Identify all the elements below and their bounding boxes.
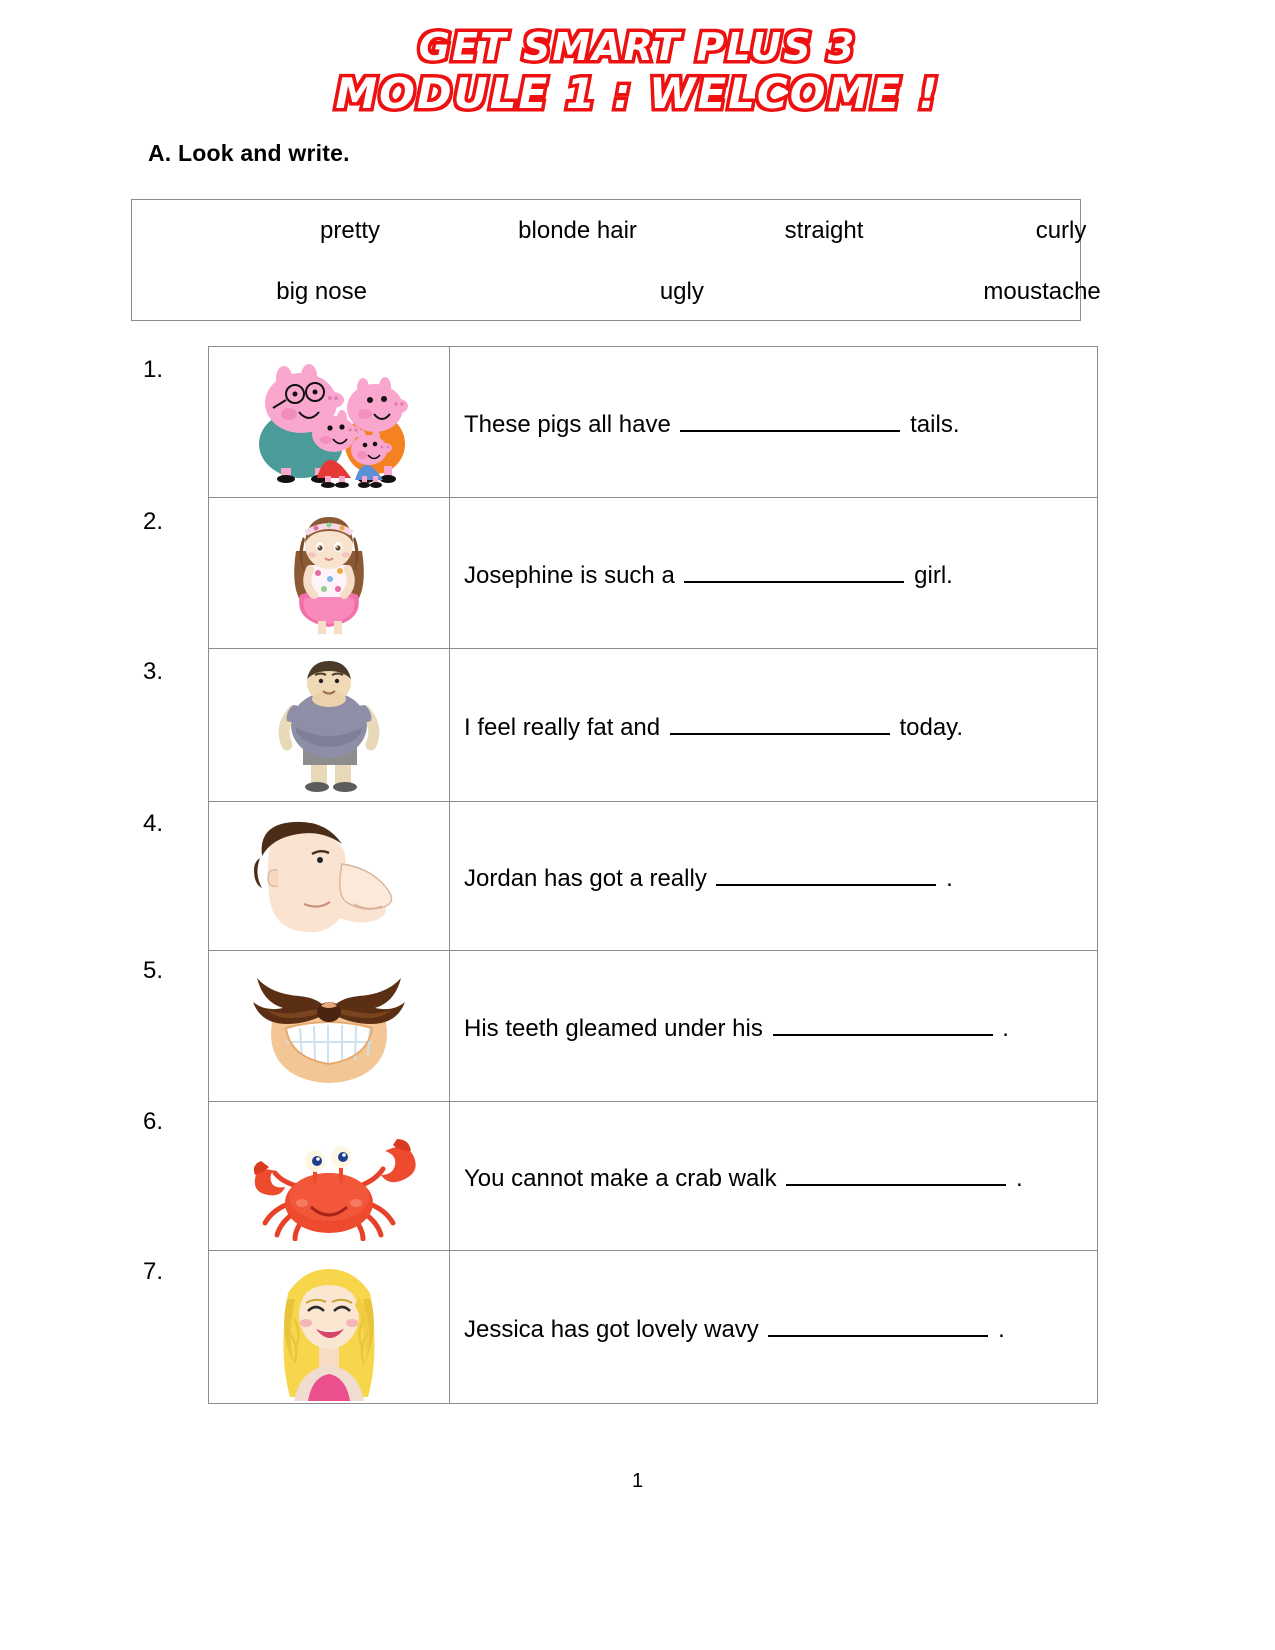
exercise-sentence-cell-4 — [450, 802, 1098, 951]
sentence-text-before-2: Josephine is such a — [464, 562, 675, 590]
exercise-image-cell-4 — [209, 802, 450, 951]
word-bank-item-ugly: ugly — [659, 277, 704, 305]
word-bank-item-pretty: pretty — [320, 216, 381, 244]
table-row — [209, 1102, 1098, 1251]
exercise-sentence-cell-7 — [450, 1251, 1098, 1404]
word-bank-row-2 — [132, 261, 1101, 322]
sentence-text-before-5: His teeth gleamed under his — [464, 1015, 763, 1043]
answer-blank-6[interactable] — [786, 1159, 1006, 1186]
row-number-3: 3. — [143, 658, 164, 685]
table-row — [209, 498, 1098, 649]
sentence-text-before-4: Jordan has got a really — [464, 865, 707, 893]
exercise-sentence-cell-1 — [450, 347, 1098, 498]
fat-man-image — [259, 655, 399, 795]
answer-blank-1[interactable] — [680, 405, 900, 432]
row-number-5: 5. — [143, 957, 164, 984]
exercise-image-cell-6 — [209, 1102, 450, 1251]
row-number-6: 6. — [143, 1108, 164, 1135]
sentence-text-after-3: today. — [899, 714, 964, 742]
row-number-1: 1. — [143, 356, 164, 383]
row-number-2: 2. — [143, 508, 164, 535]
sentence-text-after-6: . — [1015, 1165, 1023, 1193]
word-bank-item-moustache: moustache — [983, 277, 1101, 305]
sentence-text-after-4: . — [946, 865, 953, 893]
title-line-1: GET SMART PLUS 3 — [418, 25, 857, 69]
sentence-text-after-2: girl. — [914, 562, 953, 590]
table-row — [209, 1251, 1098, 1404]
answer-blank-2[interactable] — [684, 556, 904, 583]
exercise-table — [208, 346, 1098, 1404]
exercise-image-cell-2 — [209, 498, 450, 649]
sentence-text-after-1: tails. — [910, 411, 960, 439]
sentence-text-before-3: I feel really fat and — [464, 714, 661, 742]
exercise-image-cell-7 — [209, 1251, 450, 1404]
sentence-text-before-1: These pigs all have — [464, 411, 671, 439]
table-row — [209, 951, 1098, 1102]
sentence-text-after-7: . — [998, 1316, 1005, 1344]
man-with-big-nose-image — [234, 816, 424, 936]
row-number-7: 7. — [143, 1258, 164, 1285]
sentence-text-before-7: Jessica has got lovely wavy — [464, 1316, 759, 1344]
answer-blank-4[interactable] — [716, 859, 936, 886]
title-line-2: MODULE 1 : WELCOME ! — [335, 68, 940, 118]
page-number: 1 — [631, 1470, 644, 1492]
row-number-4: 4. — [143, 810, 164, 837]
word-bank-item-big-nose: big nose — [276, 277, 367, 305]
word-bank-item-curly: curly — [1035, 216, 1087, 244]
exercise-sentence-cell-3 — [450, 649, 1098, 802]
word-bank — [131, 199, 1101, 321]
table-row — [209, 649, 1098, 802]
sentence-text-before-6: You cannot make a crab walk — [464, 1165, 777, 1193]
exercise-image-cell-3 — [209, 649, 450, 802]
answer-blank-7[interactable] — [768, 1310, 988, 1337]
word-bank-item-straight: straight — [784, 216, 864, 244]
exercise-image-cell-1 — [209, 347, 450, 498]
table-row — [209, 802, 1098, 951]
section-instruction: A. Look and write. — [148, 140, 350, 166]
exercise-image-cell-5 — [209, 951, 450, 1102]
word-bank-item-blonde-hair: blonde hair — [518, 216, 637, 244]
peppa-pig-family-image — [229, 356, 429, 488]
blonde-woman-image — [264, 1253, 394, 1401]
sentence-text-after-5: . — [1002, 1015, 1009, 1043]
answer-blank-3[interactable] — [670, 708, 890, 735]
red-crab-image — [239, 1111, 419, 1241]
girl-in-pink-dress-image — [274, 503, 384, 643]
table-row — [209, 347, 1098, 498]
exercise-sentence-cell-2 — [450, 498, 1098, 649]
worksheet-title — [0, 0, 1275, 116]
word-bank-row-1 — [132, 200, 1087, 261]
answer-blank-5[interactable] — [773, 1009, 993, 1036]
moustache-and-teeth-image — [224, 966, 434, 1086]
exercise-sentence-cell-6 — [450, 1102, 1098, 1251]
exercise-sentence-cell-5 — [450, 951, 1098, 1102]
